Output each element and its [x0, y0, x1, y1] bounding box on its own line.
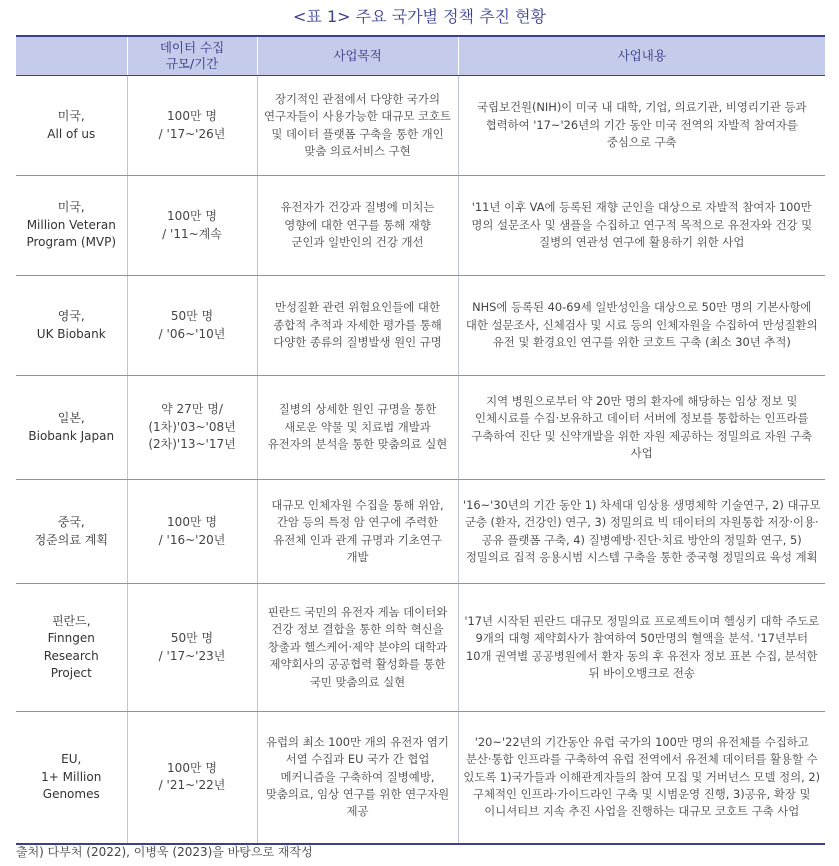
row-content: 국립보건원(NIH)이 미국 내 대학, 기업, 의료기관, 비영리기관 등과 협력하여 '17~'26년의 기간 동안 미국 전역의 자발적 참여자를 중심으로 구축 [458, 76, 825, 176]
row-scale: 약 27만 명/ (1차)'03~'08년 (2차)'13~'17년 [127, 376, 257, 480]
row-country: 핀란드, Finngen Research Project [16, 584, 127, 712]
table-row [16, 584, 825, 712]
table-title: <표 1> 주요 국가별 정책 추진 현황 [293, 7, 546, 26]
row-scale: 50만 명 / '17~'23년 [127, 584, 257, 712]
row-content: '17년 시작된 핀란드 대규모 정밀의료 프로젝트이며 헬싱키 대학 주도로 9개의 대형 제약회사가 참여하여 50만명의 혈액을 분석. '17년부터 10개 권역별 공공병원에서 환자 동의 후 유전자 정보 표본 수집, 분석한 뒤 바이오뱅크로 전송 [458, 584, 825, 712]
header-scale: 데이터 수집 규모/기간 [127, 36, 257, 76]
table-row [16, 376, 825, 480]
row-scale: 100만 명 / '17~'26년 [127, 76, 257, 176]
table-header-row [16, 36, 825, 76]
row-content: '20~'22년의 기간동안 유럽 국가의 100만 명의 유전체를 수집하고 분산·통합 인프라를 구축하여 유럽 전역에서 유전체 데이터를 활용할 수 있도록 1)국가들과 이해관계자들의 참여 모집 및 거버넌스 모델 정의, 2)구체적인 인프라·가이드라인 구축 및 시범운영 진행, 3)공유, 확장 및 이니셔티브 지속 추진 사업을 진행하는 대규모 코호트 구축 사업 [458, 712, 825, 844]
row-country: 미국, Million Veteran Program (MVP) [16, 176, 127, 276]
row-content: 지역 병원으로부터 약 20만 명의 환자에 해당하는 임상 정보 및 인체시료를 수집·보유하고 데이터 서버에 정보를 통합하는 인프라를 구축하여 진단 및 신약개발을 위한 자원 제공하는 정밀의료 자원 구축 사업 [458, 376, 825, 480]
header-country [16, 36, 127, 76]
row-purpose: 질병의 상세한 원인 규명을 통한 새로운 약물 및 치료법 개발과 유전자의 분석을 통한 맞춤의료 실현 [257, 376, 458, 480]
row-purpose: 유럽의 최소 100만 개의 유전자 염기 서열 수집과 EU 국가 간 협업 메커니즘을 구축하여 질병예방, 맞춤의료, 임상 연구를 위한 연구자원 제공 [257, 712, 458, 844]
row-country: 중국, 정준의료 계획 [16, 480, 127, 584]
row-content: '11년 이후 VA에 등록된 재향 군인을 대상으로 자발적 참여자 100만 명의 설문조사 및 샘플을 수집하고 연구적 목적으로 유전자와 건강 및 질병의 연관성 연구에 활용하기 위한 사업 [458, 176, 825, 276]
row-country: 일본, Biobank Japan [16, 376, 127, 480]
header-content: 사업내용 [458, 36, 825, 76]
row-content: '16~'30년의 기간 동안 1) 차세대 임상용 생명체학 기술연구, 2) 대규모 군층 (환자, 건강인) 연구, 3) 정밀의료 빅 데이터의 자원통합 저장·이용·공유 플랫폼 구축, 4) 질병예방·진단·치료 방안의 정밀화 연구, 5) 정밀의료 집적 응용시범 시스템 구축을 통한 중국형 정밀의료 육성 계획 [458, 480, 825, 584]
row-purpose: 장기적인 관점에서 다양한 국가의 연구자들이 사용가능한 대규모 코호트 및 데이터 플랫폼 구축을 통한 개인 맞춤 의료서비스 구현 [257, 76, 458, 176]
row-scale: 100만 명 / '16~'20년 [127, 480, 257, 584]
table-row [16, 480, 825, 584]
policy-table [16, 35, 825, 845]
row-purpose: 대규모 인체자원 수집을 통해 위암, 간암 등의 특정 암 연구에 주력한 유전체 인과 관계 규명과 기초연구 개발 [257, 480, 458, 584]
header-purpose: 사업목적 [257, 36, 458, 76]
row-content: NHS에 등록된 40-69세 일반성인을 대상으로 50만 명의 기본사항에 대한 설문조사, 신체검사 및 시료 등의 인체자원을 수집하여 만성질환의 유전 및 환경요인 연구를 위한 코호트 구축 (최소 30년 추적) [458, 276, 825, 376]
row-scale: 100만 명 / '11~계속 [127, 176, 257, 276]
table-row [16, 76, 825, 176]
table-row [16, 712, 825, 844]
row-country: 미국, All of us [16, 76, 127, 176]
row-country: EU, 1+ Million Genomes [16, 712, 127, 844]
row-country: 영국, UK Biobank [16, 276, 127, 376]
row-purpose: 유전자가 건강과 질병에 미치는 영향에 대한 연구를 통해 재향 군인과 일반인의 건강 개선 [257, 176, 458, 276]
row-purpose: 핀란드 국민의 유전자 게놈 데이터와 건강 정보 결합을 통한 의학 혁신을 창출과 헬스케어·제약 분야의 대학과 제약회사의 공공협력 활성화를 통한 국민 맞춤의료 실현 [257, 584, 458, 712]
row-scale: 100만 명 / '21~'22년 [127, 712, 257, 844]
row-purpose: 만성질환 관련 위험요인들에 대한 종합적 추적과 자세한 평가를 통해 다양한 종류의 질병발생 원인 규명 [257, 276, 458, 376]
row-scale: 50만 명 / '06~'10년 [127, 276, 257, 376]
source-note: 출처) 다부처 (2022), 이병욱 (2023)을 바탕으로 재작성 [16, 845, 313, 859]
table-row [16, 176, 825, 276]
table-row [16, 276, 825, 376]
